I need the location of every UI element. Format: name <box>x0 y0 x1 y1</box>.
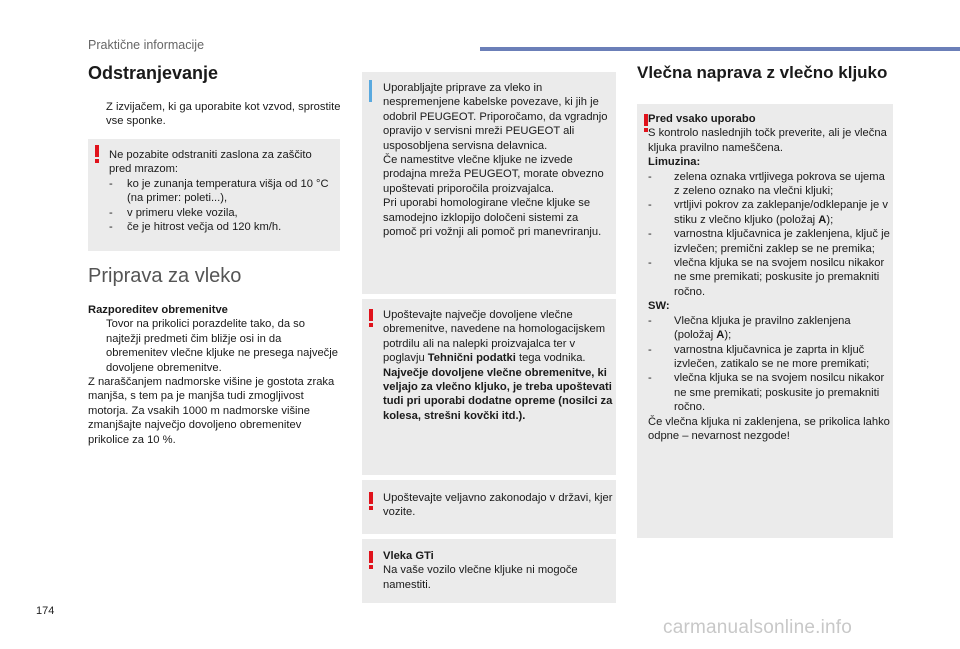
cold-screen-warning <box>88 139 340 251</box>
accessory-info <box>362 72 616 294</box>
page-number: 174 <box>36 605 55 617</box>
sw-item: - vlečna kljuka se na svojem nosilcu nikakor ne sme premikati; poskusite jo premakniti ročno. <box>648 372 885 414</box>
limuzina-item: - varnostna ključavnica je zaklenjena, ključ je izvlečen; premični zaklep se ne premika; <box>648 228 890 255</box>
warning-item: - če je hitrost večja od 120 km/h. <box>109 221 282 234</box>
limuzina-item: - vlečna kljuka se na svojem nosilcu nikakor ne sme premikati; poskusite jo premakniti ročno. <box>648 257 885 298</box>
warning-icon <box>368 309 374 327</box>
info-icon <box>369 80 372 102</box>
gti-warning <box>362 539 616 603</box>
removal-title: Odstranjevanje <box>88 63 219 83</box>
pre-use-title: Pred vsako uporabo <box>648 113 756 125</box>
pre-use-check <box>637 104 893 538</box>
sw-item: - varnostna ključavnica je zaprta in ključ izvlečen, zatikalo se ne more premikati; <box>648 343 870 370</box>
warning-icon <box>368 492 374 510</box>
sw-item: - Vlečna kljuka je pravilno zaklenjena (položaj A); <box>648 314 851 342</box>
info-text: Uporabljajte priprave za vleko in nespremenjene kabelske povezave, ki jih je odobril PEUGEOT. Priporočamo, da vgradnjo opravijo v servisni mreži PEUGEOT ali usposobljena servisna delavnica. Če namestitve vlečne kljuke ne izvede prodajna mreža PEUGEOT, morate obvezno upoštevati priporočila proizvajalca. Pri uporabi homologirane vlečne kljuke se samodejno izklopijo določeni sistemi za pomoč pri vožnji ali pomoč pri manevriranju. <box>383 82 608 239</box>
intro-bullet-text: Z izvijačem, ki ga uporabite kot vzvod, sprostite vse sponke. <box>106 101 341 128</box>
closing-note: Če vlečna kljuka ni zaklenjena, se prikolica lahko odpne – nevarnost nezgode! <box>648 415 890 442</box>
legislation-text: Upoštevajte veljavno zakonodajo v državi, kjer vozite. <box>383 492 613 519</box>
warning-icon <box>94 145 100 163</box>
limuzina-item: - zelena oznaka vrtljivega pokrova se ujema z zeleno oznako na vlečni kljuki; <box>648 170 885 198</box>
warning-lead: Ne pozabite odstraniti zaslona za zaščito pred mrazom: <box>109 149 312 176</box>
load-distribution-title: Razporeditev obremenitve <box>88 304 228 316</box>
section-header: Praktične informacije <box>88 38 205 52</box>
intro-bullet <box>88 100 346 129</box>
load-limit-bold: Največje dovoljene vlečne obremenitve, ki veljajo za vlečno kljuko, je treba upoštevati tudi pri uporabi dodatne opreme (nosilci za kolesa, strešni kovčki itd.). <box>383 366 613 422</box>
sw-label: SW: <box>648 300 670 313</box>
warning-item: - ko je zunanja temperatura višja od 10 °C (na primer: poleti...), <box>109 177 329 205</box>
header-bar <box>480 47 960 51</box>
load-limit-warning <box>362 299 616 475</box>
limuzina-item: - vrtljivi pokrov za zaklepanje/odklepanje je v stiku z vlečno kljuko (položaj A); <box>648 199 888 226</box>
warning-item: - v primeru vleke vozila, <box>109 206 238 219</box>
load-limit-text: Upoštevajte največje dovoljene vlečne obremenitve, navedene na homologacijskem potrdilu ali na nalepki proizvajalca ter v poglavju Tehnični podatki tega vodnika. <box>383 309 606 365</box>
watermark: carmanualsonline.info <box>663 617 853 638</box>
gti-text: Na vaše vozilo vlečne kljuke ni mogoče namestiti. <box>383 564 578 591</box>
limuzina-label: Limuzina: <box>648 156 701 169</box>
altitude-paragraph: Z naraščanjem nadmorske višine je gostota zraka manjša, s tem pa je manjša tudi zmogljivost motorja. Za vsakih 1000 m nadmorske višine zmanjšajte največjo dovoljeno obremenitev prikolice za 10 %. <box>88 376 335 446</box>
gti-title: Vleka GTi <box>383 550 434 562</box>
pre-use-lead: S kontrolo naslednjih točk preverite, ali je vlečna kljuka pravilno nameščena. <box>648 127 887 154</box>
towing-prep-title: Priprava za vleko <box>88 265 242 287</box>
warning-icon <box>368 551 374 569</box>
legislation-warning <box>362 480 616 534</box>
load-distribution <box>88 303 338 447</box>
tow-hook-title: Vlečna naprava z vlečno kljuko <box>637 63 888 82</box>
load-bullet: Tovor na prikolici porazdelite tako, da so najtežji predmeti čim bližje osi in da obremenitev vlečne kljuke ne presega največje dovoljene obremenitve. <box>106 318 338 374</box>
